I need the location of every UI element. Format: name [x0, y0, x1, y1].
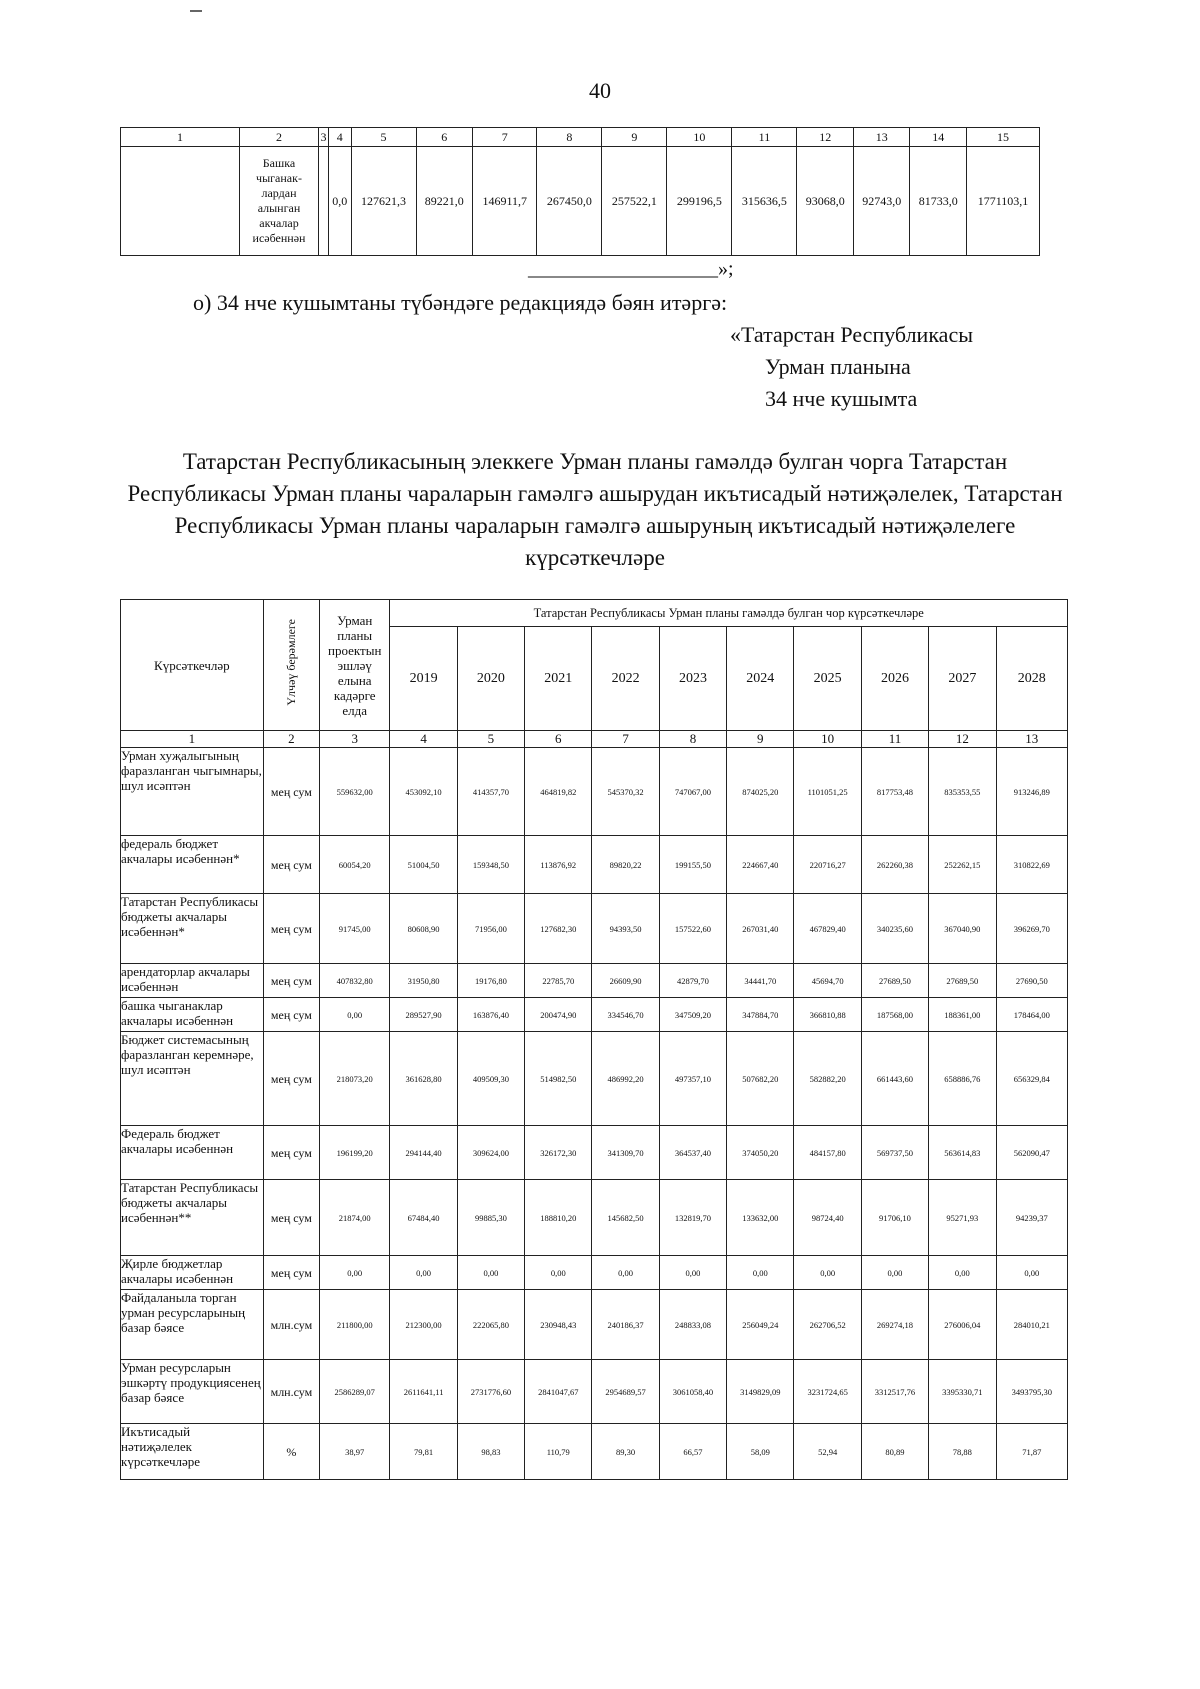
value-cell: 163876,40 — [457, 998, 524, 1032]
continuation-table — [120, 127, 1040, 256]
value-cell: 0,00 — [659, 1256, 726, 1290]
value-cell: 1101051,25 — [794, 748, 861, 836]
year-header: 2026 — [861, 627, 928, 731]
table-cell: 257522,1 — [602, 147, 667, 256]
column-number: 9 — [727, 731, 794, 748]
column-number: 13 — [996, 731, 1068, 748]
table-row — [121, 147, 1040, 256]
table-cell: 81733,0 — [910, 147, 967, 256]
table-row — [121, 894, 1068, 964]
year-header: 2022 — [592, 627, 659, 731]
table-row — [121, 964, 1068, 998]
table-row — [121, 1360, 1068, 1424]
value-cell: 0,00 — [320, 1256, 390, 1290]
row-label: Башка чыганак-лардан алынган акчалар исәбеннән — [240, 147, 319, 256]
value-cell: 157522,60 — [659, 894, 726, 964]
value-cell: 45694,70 — [794, 964, 861, 998]
value-cell: 91745,00 — [320, 894, 390, 964]
row-unit: мең сум — [263, 748, 319, 836]
column-number: 1 — [121, 731, 264, 748]
value-cell: 294144,40 — [390, 1126, 457, 1180]
value-cell: 31950,80 — [390, 964, 457, 998]
table-cell: 146911,7 — [473, 147, 537, 256]
year-header: 2023 — [659, 627, 726, 731]
row-label: Бюджет системасының фаразланган керемнәре, шул исәптән — [121, 1032, 264, 1126]
value-cell: 309624,00 — [457, 1126, 524, 1180]
value-cell: 361628,80 — [390, 1032, 457, 1126]
row-label: Файдаланыла торган урман ресурсларының базар бәясе — [121, 1290, 264, 1360]
year-header: 2019 — [390, 627, 457, 731]
value-cell: 22785,70 — [525, 964, 592, 998]
value-cell: 467829,40 — [794, 894, 861, 964]
closing-quote: ___________________»; — [528, 258, 734, 280]
value-cell: 747067,00 — [659, 748, 726, 836]
value-cell: 127682,30 — [525, 894, 592, 964]
value-cell: 569737,50 — [861, 1126, 928, 1180]
value-cell: 220716,27 — [794, 836, 861, 894]
value-cell: 132819,70 — [659, 1180, 726, 1256]
column-number: 2 — [263, 731, 319, 748]
value-cell: 27690,50 — [996, 964, 1068, 998]
value-cell: 3061058,40 — [659, 1360, 726, 1424]
row-unit: мең сум — [263, 1126, 319, 1180]
value-cell: 562090,47 — [996, 1126, 1068, 1180]
value-cell: 248833,08 — [659, 1290, 726, 1360]
value-cell: 95271,93 — [929, 1180, 996, 1256]
year-header: 2020 — [457, 627, 524, 731]
value-cell: 347509,20 — [659, 998, 726, 1032]
value-cell: 19176,80 — [457, 964, 524, 998]
column-number-row — [121, 731, 1068, 748]
indicators-table — [120, 599, 1068, 1480]
table-row — [121, 1032, 1068, 1126]
column-number: 8 — [537, 128, 602, 147]
value-cell: 94239,37 — [996, 1180, 1068, 1256]
value-cell: 79,81 — [390, 1424, 457, 1480]
value-cell: 145682,50 — [592, 1180, 659, 1256]
table-row — [121, 836, 1068, 894]
column-number: 11 — [861, 731, 928, 748]
value-cell: 817753,48 — [861, 748, 928, 836]
value-cell: 42879,70 — [659, 964, 726, 998]
table-row — [121, 1126, 1068, 1180]
year-header: 2027 — [929, 627, 996, 731]
value-cell: 661443,60 — [861, 1032, 928, 1126]
column-number: 3 — [320, 731, 390, 748]
value-cell: 0,00 — [592, 1256, 659, 1290]
value-cell: 874025,20 — [727, 748, 794, 836]
value-cell: 267031,40 — [727, 894, 794, 964]
value-cell: 310822,69 — [996, 836, 1068, 894]
value-cell: 200474,90 — [525, 998, 592, 1032]
column-number: 13 — [853, 128, 910, 147]
value-cell: 27689,50 — [861, 964, 928, 998]
table-cell: 89221,0 — [416, 147, 473, 256]
table-cell: 267450,0 — [537, 147, 602, 256]
column-number: 10 — [794, 731, 861, 748]
column-number: 6 — [525, 731, 592, 748]
row-label: Икътисадый нәтиҗәлелек күрсәткечләре — [121, 1424, 264, 1480]
value-cell: 262706,52 — [794, 1290, 861, 1360]
value-cell: 262260,38 — [861, 836, 928, 894]
table-cell: 1771103,1 — [967, 147, 1040, 256]
value-cell: 367040,90 — [929, 894, 996, 964]
value-cell: 582882,20 — [794, 1032, 861, 1126]
row-unit: мең сум — [263, 894, 319, 964]
value-cell: 188361,00 — [929, 998, 996, 1032]
value-cell: 2841047,67 — [525, 1360, 592, 1424]
column-number: 6 — [416, 128, 473, 147]
value-cell: 2586289,07 — [320, 1360, 390, 1424]
value-cell: 0,00 — [996, 1256, 1068, 1290]
value-cell: 71956,00 — [457, 894, 524, 964]
value-cell: 545370,32 — [592, 748, 659, 836]
value-cell: 187568,00 — [861, 998, 928, 1032]
appendix-ref-line2: Урман планына — [765, 354, 911, 379]
value-cell: 89,30 — [592, 1424, 659, 1480]
header-indicators: Күрсәткечләр — [121, 600, 264, 731]
value-cell: 276006,04 — [929, 1290, 996, 1360]
value-cell: 2954689,57 — [592, 1360, 659, 1424]
value-cell: 396269,70 — [996, 894, 1068, 964]
value-cell: 374050,20 — [727, 1126, 794, 1180]
row-label: арендаторлар акчалары исәбеннән — [121, 964, 264, 998]
row-unit: мең сум — [263, 836, 319, 894]
amendment-line: о) 34 нче кушымтаны түбәндәге редакциядә бәян итәргә: — [193, 290, 728, 315]
value-cell: 188810,20 — [525, 1180, 592, 1256]
column-number: 8 — [659, 731, 726, 748]
value-cell: 113876,92 — [525, 836, 592, 894]
document-heading: Татарстан Республикасының элеккеге Урман планы гамәлдә булган чорга Татарстан Республикасы Урман планы чараларын гамәлгә ашырудан икътисадый нәтиҗәлелек, Татарстан Республикасы Урман планы чараларын гамәлгә ашыруның икътисадый нәтиҗәлелеге күрсәткечләре — [127, 449, 1063, 570]
value-cell: 658886,76 — [929, 1032, 996, 1126]
value-cell: 196199,20 — [320, 1126, 390, 1180]
value-cell: 284010,21 — [996, 1290, 1068, 1360]
row-unit: мең сум — [263, 1032, 319, 1126]
table-row — [121, 748, 1068, 836]
value-cell: 656329,84 — [996, 1032, 1068, 1126]
value-cell: 453092,10 — [390, 748, 457, 836]
table-row — [121, 1256, 1068, 1290]
value-cell: 913246,89 — [996, 748, 1068, 836]
table-cell — [121, 147, 240, 256]
value-cell: 99885,30 — [457, 1180, 524, 1256]
table-cell: 127621,3 — [351, 147, 416, 256]
value-cell: 484157,80 — [794, 1126, 861, 1180]
value-cell: 414357,70 — [457, 748, 524, 836]
column-number: 2 — [240, 128, 319, 147]
column-number: 5 — [457, 731, 524, 748]
value-cell: 222065,80 — [457, 1290, 524, 1360]
value-cell: 80,89 — [861, 1424, 928, 1480]
value-cell: 21874,00 — [320, 1180, 390, 1256]
row-label: Урман хуҗалыгының фаразланган чыгымнары, шул исәптән — [121, 748, 264, 836]
table-cell: 299196,5 — [667, 147, 732, 256]
column-number: 5 — [351, 128, 416, 147]
value-cell: 326172,30 — [525, 1126, 592, 1180]
value-cell: 497357,10 — [659, 1032, 726, 1126]
table-cell: 315636,5 — [732, 147, 797, 256]
value-cell: 0,00 — [457, 1256, 524, 1290]
value-cell: 269274,18 — [861, 1290, 928, 1360]
column-number: 11 — [732, 128, 797, 147]
value-cell: 0,00 — [320, 998, 390, 1032]
row-unit: мең сум — [263, 998, 319, 1032]
value-cell: 159348,50 — [457, 836, 524, 894]
column-number: 4 — [328, 128, 351, 147]
value-cell: 409509,30 — [457, 1032, 524, 1126]
value-cell: 0,00 — [727, 1256, 794, 1290]
value-cell: 2731776,60 — [457, 1360, 524, 1424]
value-cell: 364537,40 — [659, 1126, 726, 1180]
value-cell: 60054,20 — [320, 836, 390, 894]
value-cell: 835353,55 — [929, 748, 996, 836]
year-header: 2028 — [996, 627, 1068, 731]
value-cell: 507682,20 — [727, 1032, 794, 1126]
year-header: 2021 — [525, 627, 592, 731]
value-cell: 340235,60 — [861, 894, 928, 964]
column-number: 4 — [390, 731, 457, 748]
value-cell: 38,97 — [320, 1424, 390, 1480]
year-header: 2024 — [727, 627, 794, 731]
value-cell: 3312517,76 — [861, 1360, 928, 1424]
column-number: 10 — [667, 128, 732, 147]
column-number: 15 — [967, 128, 1040, 147]
header-period-title: Татарстан Республикасы Урман планы гамәлдә булган чор күрсәткечләре — [390, 600, 1068, 627]
appendix-ref-line3: 34 нче кушымта — [765, 386, 918, 411]
value-cell: 230948,43 — [525, 1290, 592, 1360]
value-cell: 218073,20 — [320, 1032, 390, 1126]
value-cell: 224667,40 — [727, 836, 794, 894]
value-cell: 110,79 — [525, 1424, 592, 1480]
row-unit: мең сум — [263, 1180, 319, 1256]
value-cell: 0,00 — [525, 1256, 592, 1290]
column-number: 7 — [592, 731, 659, 748]
value-cell: 0,00 — [861, 1256, 928, 1290]
row-label: Федераль бюджет акчалары исәбеннән — [121, 1126, 264, 1180]
value-cell: 178464,00 — [996, 998, 1068, 1032]
value-cell: 52,94 — [794, 1424, 861, 1480]
appendix-ref-line1: «Татарстан Республикасы — [730, 322, 973, 347]
value-cell: 407832,80 — [320, 964, 390, 998]
column-number: 14 — [910, 128, 967, 147]
column-number: 9 — [602, 128, 667, 147]
value-cell: 289527,90 — [390, 998, 457, 1032]
value-cell: 464819,82 — [525, 748, 592, 836]
value-cell: 67484,40 — [390, 1180, 457, 1256]
value-cell: 27689,50 — [929, 964, 996, 998]
column-number: 3 — [319, 128, 329, 147]
value-cell: 58,09 — [727, 1424, 794, 1480]
value-cell: 91706,10 — [861, 1180, 928, 1256]
value-cell: 89820,22 — [592, 836, 659, 894]
table-row — [121, 1290, 1068, 1360]
table-row — [121, 1180, 1068, 1256]
value-cell: 211800,00 — [320, 1290, 390, 1360]
header-unit-label: Үлчәү берәмлеге — [283, 619, 298, 706]
value-cell: 366810,88 — [794, 998, 861, 1032]
value-cell: 3493795,30 — [996, 1360, 1068, 1424]
value-cell: 66,57 — [659, 1424, 726, 1480]
value-cell: 26609,90 — [592, 964, 659, 998]
value-cell: 486992,20 — [592, 1032, 659, 1126]
table-cell: 92743,0 — [853, 147, 910, 256]
value-cell: 2611641,11 — [390, 1360, 457, 1424]
column-number-row — [121, 128, 1040, 147]
row-label: федераль бюджет акчалары исәбеннән* — [121, 836, 264, 894]
value-cell: 0,00 — [390, 1256, 457, 1290]
value-cell: 212300,00 — [390, 1290, 457, 1360]
value-cell: 98724,40 — [794, 1180, 861, 1256]
value-cell: 514982,50 — [525, 1032, 592, 1126]
table-cell — [319, 147, 329, 256]
header-unit — [263, 600, 319, 731]
row-label: Татарстан Республикасы бюджеты акчалары исәбеннән* — [121, 894, 264, 964]
row-label: Урман ресурсларын эшкәртү продукциясенең базар бәясе — [121, 1360, 264, 1424]
value-cell: 80608,90 — [390, 894, 457, 964]
value-cell: 3149829,09 — [727, 1360, 794, 1424]
row-unit: млн.сум — [263, 1360, 319, 1424]
value-cell: 3395330,71 — [929, 1360, 996, 1424]
value-cell: 98,83 — [457, 1424, 524, 1480]
value-cell: 71,87 — [996, 1424, 1068, 1480]
value-cell: 334546,70 — [592, 998, 659, 1032]
value-cell: 34441,70 — [727, 964, 794, 998]
table-row — [121, 998, 1068, 1032]
value-cell: 133632,00 — [727, 1180, 794, 1256]
value-cell: 0,00 — [929, 1256, 996, 1290]
column-number: 7 — [473, 128, 537, 147]
page-number: 40 — [589, 78, 611, 103]
table-cell: 93068,0 — [797, 147, 854, 256]
value-cell: 341309,70 — [592, 1126, 659, 1180]
row-unit: млн.сум — [263, 1290, 319, 1360]
year-header: 2025 — [794, 627, 861, 731]
table-row — [121, 1424, 1068, 1480]
row-label: башка чыганаклар акчалары исәбеннән — [121, 998, 264, 1032]
row-label: Татарстан Республикасы бюджеты акчалары исәбеннән** — [121, 1180, 264, 1256]
table-cell: 0,0 — [328, 147, 351, 256]
header-draft-year: Урман планы проектын эшләү елына кадәрге елда — [320, 600, 390, 731]
value-cell: 199155,50 — [659, 836, 726, 894]
row-unit: мең сум — [263, 1256, 319, 1290]
scan-mark — [190, 10, 202, 12]
value-cell: 94393,50 — [592, 894, 659, 964]
row-unit: % — [263, 1424, 319, 1480]
row-unit: мең сум — [263, 964, 319, 998]
column-number: 1 — [121, 128, 240, 147]
value-cell: 347884,70 — [727, 998, 794, 1032]
value-cell: 240186,37 — [592, 1290, 659, 1360]
column-number: 12 — [929, 731, 996, 748]
value-cell: 252262,15 — [929, 836, 996, 894]
value-cell: 256049,24 — [727, 1290, 794, 1360]
value-cell: 51004,50 — [390, 836, 457, 894]
column-number: 12 — [797, 128, 854, 147]
row-label: Җирле бюджетлар акчалары исәбеннән — [121, 1256, 264, 1290]
value-cell: 78,88 — [929, 1424, 996, 1480]
value-cell: 559632,00 — [320, 748, 390, 836]
value-cell: 563614,83 — [929, 1126, 996, 1180]
value-cell: 0,00 — [794, 1256, 861, 1290]
value-cell: 3231724,65 — [794, 1360, 861, 1424]
